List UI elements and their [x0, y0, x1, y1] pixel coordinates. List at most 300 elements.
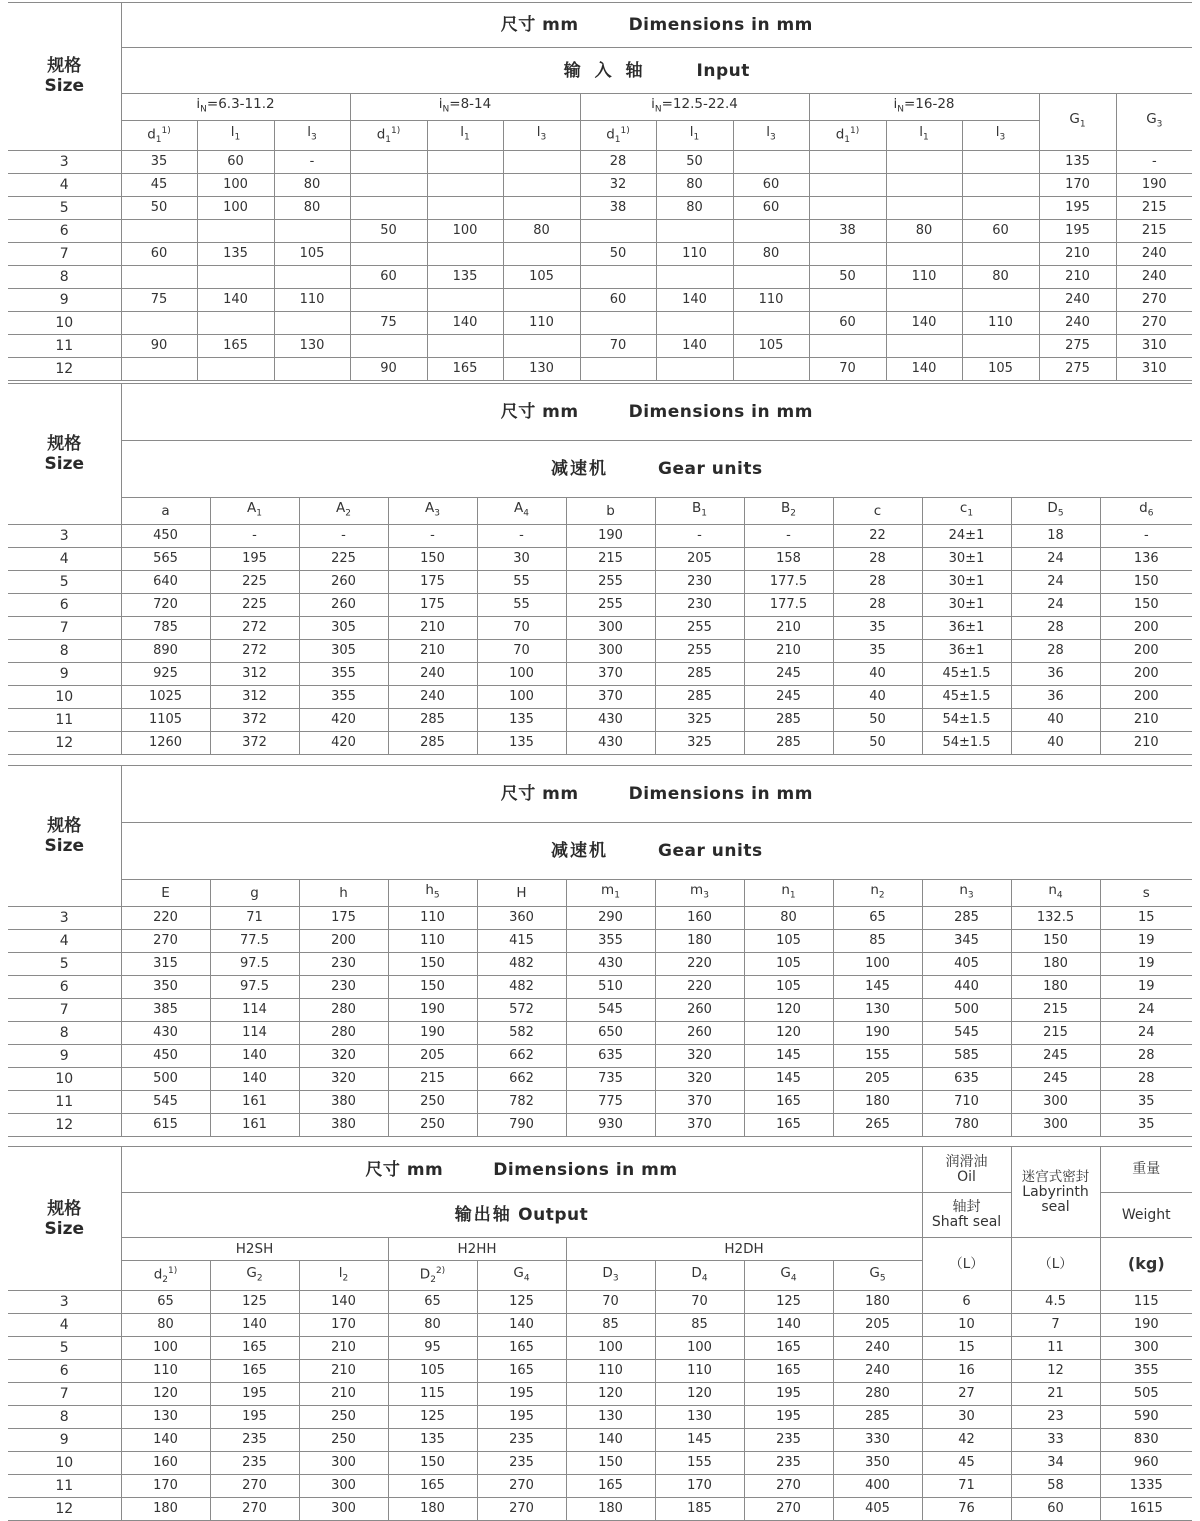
size-value: 6	[8, 593, 121, 616]
table-cell: 115	[1100, 1291, 1192, 1314]
table-cell: 30±1	[922, 570, 1011, 593]
table-cell: 240	[833, 1360, 922, 1383]
table-cell: 225	[299, 547, 388, 570]
table-cell: 225	[210, 570, 299, 593]
col-b: b	[566, 498, 655, 525]
group-h2hh: H2HH	[388, 1238, 566, 1261]
table-cell: 180	[655, 929, 744, 952]
table-cell: 140	[427, 311, 503, 334]
table-cell	[809, 196, 886, 219]
table-cell: 1260	[121, 731, 210, 754]
table-cell: 205	[833, 1314, 922, 1337]
table-cell	[427, 196, 503, 219]
table-cell	[197, 357, 274, 380]
table-cell	[809, 173, 886, 196]
table-cell: 305	[299, 616, 388, 639]
table-cell: 105	[274, 242, 350, 265]
oil-header: 润滑油 Oil	[922, 1147, 1011, 1193]
col-d1: $d_1^{1)}$	[809, 120, 886, 150]
table-cell: 50	[809, 265, 886, 288]
table-cell: 215	[1011, 1021, 1100, 1044]
table-row	[8, 150, 1192, 173]
table-cell: 28	[833, 570, 922, 593]
table-cell	[733, 219, 809, 242]
table-cell: 270	[744, 1498, 833, 1521]
table-cell: 285	[388, 708, 477, 731]
col-g4: $G_4$	[744, 1261, 833, 1291]
table-cell: 145	[744, 1044, 833, 1067]
table-cell: 80	[962, 265, 1039, 288]
table-cell: 120	[121, 1383, 210, 1406]
col-l1: $l_1$	[197, 120, 274, 150]
size-value: 12	[8, 357, 121, 380]
table-cell: 24	[1011, 547, 1100, 570]
table-cell: 45±1.5	[922, 685, 1011, 708]
table-cell	[121, 311, 197, 334]
table-cell	[427, 334, 503, 357]
table-cell: 235	[744, 1452, 833, 1475]
table-row	[8, 173, 1192, 196]
table-cell	[733, 311, 809, 334]
table-cell: 350	[121, 975, 210, 998]
size-header: 规格 Size	[8, 1147, 121, 1291]
table-cell: 38	[580, 196, 656, 219]
col-d1: $d_1^{1)}$	[121, 120, 197, 150]
table-cell: 130	[503, 357, 580, 380]
size-value: 5	[8, 570, 121, 593]
size-value: 9	[8, 662, 121, 685]
table-row	[8, 1291, 1192, 1314]
dimensions-title: 尺寸 mm Dimensions in mm	[121, 384, 1192, 441]
table-cell: 110	[962, 311, 1039, 334]
table-cell: 215	[1116, 219, 1192, 242]
table-cell: 830	[1100, 1429, 1192, 1452]
gear-units-table-1	[8, 383, 1192, 755]
table-cell: 195	[477, 1383, 566, 1406]
col-l3: $l_3$	[962, 120, 1039, 150]
table-cell	[197, 311, 274, 334]
table-cell: 77.5	[210, 929, 299, 952]
table-cell: 150	[388, 547, 477, 570]
table-cell: 200	[1100, 616, 1192, 639]
table-cell	[809, 334, 886, 357]
table-cell: 960	[1100, 1452, 1192, 1475]
unit-liters-oil: （L）	[922, 1238, 1011, 1291]
table-cell: 100	[477, 662, 566, 685]
table-cell: 180	[833, 1090, 922, 1113]
table-cell: 315	[121, 952, 210, 975]
table-row	[8, 1044, 1192, 1067]
table-cell: 36	[1011, 685, 1100, 708]
table-cell: 165	[210, 1337, 299, 1360]
table-cell	[274, 357, 350, 380]
table-cell: 150	[388, 1452, 477, 1475]
table-cell: 160	[121, 1452, 210, 1475]
col-m3: $m_3$	[655, 880, 744, 907]
table-cell: 775	[566, 1090, 655, 1113]
table-row	[8, 662, 1192, 685]
table-cell: 165	[197, 334, 274, 357]
table-cell: 145	[833, 975, 922, 998]
shaft-seal-header: 轴封 Shaft seal	[922, 1193, 1011, 1238]
table-cell: 150	[1100, 593, 1192, 616]
table-cell: 205	[388, 1044, 477, 1067]
table-cell: 615	[121, 1113, 210, 1136]
table-cell: 200	[1100, 662, 1192, 685]
table-cell: 285	[655, 685, 744, 708]
table-cell: 80	[744, 906, 833, 929]
table-cell: 165	[477, 1360, 566, 1383]
table-cell: 36±1	[922, 639, 1011, 662]
table-cell: 80	[274, 173, 350, 196]
table-cell: 70	[477, 639, 566, 662]
table-cell: 160	[655, 906, 744, 929]
table-cell: 23	[1011, 1406, 1100, 1429]
table-cell: 50	[121, 196, 197, 219]
table-cell: 165	[388, 1475, 477, 1498]
table-cell: -	[299, 524, 388, 547]
table-cell: 430	[121, 1021, 210, 1044]
table-cell: 80	[274, 196, 350, 219]
table-cell: 285	[655, 662, 744, 685]
table-cell: 270	[1116, 288, 1192, 311]
table-cell: 260	[299, 593, 388, 616]
table-cell: 155	[833, 1044, 922, 1067]
table-cell: 136	[1100, 547, 1192, 570]
table-cell: 19	[1100, 975, 1192, 998]
table-cell: 140	[299, 1291, 388, 1314]
table-cell: 100	[655, 1337, 744, 1360]
table-cell: 28	[1011, 616, 1100, 639]
table-cell	[427, 288, 503, 311]
size-value: 4	[8, 1314, 121, 1337]
table-cell: 210	[744, 639, 833, 662]
size-value: 5	[8, 196, 121, 219]
table-cell: 300	[299, 1498, 388, 1521]
table-cell	[503, 150, 580, 173]
table-cell: 22	[833, 524, 922, 547]
col-n2: $n_2$	[833, 880, 922, 907]
output-shaft-table	[8, 1146, 1192, 1521]
size-value: 11	[8, 1090, 121, 1113]
table-cell: 15	[922, 1337, 1011, 1360]
table-cell: 150	[1100, 570, 1192, 593]
table-cell: 105	[388, 1360, 477, 1383]
table-cell: 210	[744, 616, 833, 639]
table-cell: 165	[744, 1337, 833, 1360]
ratio-group-1: $i_N=6.3-11.2$	[121, 94, 350, 121]
table-cell: 140	[210, 1314, 299, 1337]
table-cell: 58	[1011, 1475, 1100, 1498]
table-cell: 270	[210, 1475, 299, 1498]
table-cell: 140	[886, 357, 962, 380]
table-cell: 275	[1039, 334, 1116, 357]
table-cell	[350, 242, 427, 265]
table-row	[8, 593, 1192, 616]
table-cell: 135	[197, 242, 274, 265]
table-cell: 710	[922, 1090, 1011, 1113]
table-cell: 500	[922, 998, 1011, 1021]
table-row	[8, 1452, 1192, 1475]
table-cell	[274, 265, 350, 288]
table-cell: 285	[922, 906, 1011, 929]
dimensions-title: 尺寸 mm Dimensions in mm	[121, 766, 1192, 823]
table-row	[8, 311, 1192, 334]
table-row	[8, 731, 1192, 754]
table-cell: 40	[1011, 731, 1100, 754]
table-cell	[427, 150, 503, 173]
table-cell: 170	[121, 1475, 210, 1498]
table-cell: 120	[566, 1383, 655, 1406]
table-cell: 245	[744, 662, 833, 685]
group-h2sh: H2SH	[121, 1238, 388, 1261]
table-cell: 255	[655, 639, 744, 662]
table-cell: 270	[210, 1498, 299, 1521]
table-cell: 140	[656, 334, 733, 357]
table-cell: 195	[210, 1406, 299, 1429]
table-cell: 290	[566, 906, 655, 929]
table-cell: 780	[922, 1113, 1011, 1136]
table-cell: 210	[299, 1360, 388, 1383]
col-s: s	[1100, 880, 1192, 907]
size-value: 5	[8, 952, 121, 975]
table-cell: 140	[566, 1429, 655, 1452]
table-cell: 158	[744, 547, 833, 570]
table-cell: 150	[1011, 929, 1100, 952]
table-cell: 34	[1011, 1452, 1100, 1475]
table-cell: 100	[477, 685, 566, 708]
col-big-d2: $D_2^{2)}$	[388, 1261, 477, 1291]
table-cell: 130	[121, 1406, 210, 1429]
table-cell: 105	[962, 357, 1039, 380]
table-row	[8, 975, 1192, 998]
col-d1: $d_1^{1)}$	[350, 120, 427, 150]
table-cell: 250	[299, 1406, 388, 1429]
col-h5: $h_5$	[388, 880, 477, 907]
table-cell: 270	[121, 929, 210, 952]
table-cell: 210	[1039, 242, 1116, 265]
table-cell: 200	[1100, 639, 1192, 662]
table-cell: 230	[655, 570, 744, 593]
table-cell	[503, 173, 580, 196]
table-cell: 36±1	[922, 616, 1011, 639]
table-cell: 325	[655, 731, 744, 754]
table-cell: 135	[427, 265, 503, 288]
table-cell: 500	[121, 1067, 210, 1090]
table-cell: 75	[350, 311, 427, 334]
table-cell: 285	[744, 731, 833, 754]
table-cell: 140	[744, 1314, 833, 1337]
table-cell: 6	[922, 1291, 1011, 1314]
table-cell: 60	[809, 311, 886, 334]
table-cell: 71	[210, 906, 299, 929]
table-cell	[121, 265, 197, 288]
table-cell: 28	[1011, 639, 1100, 662]
table-row	[8, 1360, 1192, 1383]
table-cell	[503, 196, 580, 219]
table-cell: 50	[833, 731, 922, 754]
size-value: 4	[8, 547, 121, 570]
size-value: 11	[8, 708, 121, 731]
table-cell: -	[388, 524, 477, 547]
table-cell: 75	[121, 288, 197, 311]
table-row	[8, 357, 1192, 380]
col-g: g	[210, 880, 299, 907]
table-cell: 270	[477, 1475, 566, 1498]
table-cell: 225	[210, 593, 299, 616]
table-cell: 355	[299, 662, 388, 685]
table-cell	[962, 150, 1039, 173]
table-row	[8, 906, 1192, 929]
table-cell	[733, 265, 809, 288]
table-cell: 240	[1116, 265, 1192, 288]
table-cell: 165	[210, 1360, 299, 1383]
table-cell: 21	[1011, 1383, 1100, 1406]
col-g1: $G_1$	[1039, 94, 1116, 151]
col-big-h: H	[477, 880, 566, 907]
table-cell: 230	[655, 593, 744, 616]
table-cell: 590	[1100, 1406, 1192, 1429]
table-cell: 272	[210, 616, 299, 639]
table-cell: 565	[121, 547, 210, 570]
table-cell: 105	[744, 952, 833, 975]
table-row	[8, 1113, 1192, 1136]
table-cell	[427, 242, 503, 265]
table-row	[8, 265, 1192, 288]
table-cell: 140	[121, 1429, 210, 1452]
table-cell: 145	[655, 1429, 744, 1452]
table-cell	[121, 357, 197, 380]
table-cell	[886, 242, 962, 265]
table-cell: 12	[1011, 1360, 1100, 1383]
table-cell: 250	[299, 1429, 388, 1452]
table-cell: 50	[350, 219, 427, 242]
table-row	[8, 1314, 1192, 1337]
table-cell: 355	[566, 929, 655, 952]
table-cell: -	[477, 524, 566, 547]
table-cell	[886, 288, 962, 311]
table-row	[8, 998, 1192, 1021]
table-cell: 36	[1011, 662, 1100, 685]
table-cell: 110	[733, 288, 809, 311]
table-row	[8, 196, 1192, 219]
table-cell: 110	[388, 929, 477, 952]
col-d3: $D_3$	[566, 1261, 655, 1291]
col-b2: $B_2$	[744, 498, 833, 525]
size-value: 7	[8, 242, 121, 265]
section-title-output: 输出轴 Output	[121, 1193, 922, 1238]
table-cell	[962, 173, 1039, 196]
table-cell: 300	[299, 1452, 388, 1475]
size-value: 8	[8, 1021, 121, 1044]
table-cell: 255	[566, 570, 655, 593]
table-cell: 240	[388, 662, 477, 685]
table-cell	[656, 265, 733, 288]
table-cell: 120	[744, 1021, 833, 1044]
table-cell: 420	[299, 708, 388, 731]
table-cell: 165	[566, 1475, 655, 1498]
table-cell: 245	[744, 685, 833, 708]
table-cell: 145	[744, 1067, 833, 1090]
table-cell	[733, 150, 809, 173]
table-cell	[656, 357, 733, 380]
table-cell: 180	[566, 1498, 655, 1521]
col-g5: $G_5$	[833, 1261, 922, 1291]
table-cell: 150	[388, 952, 477, 975]
table-cell: 215	[388, 1067, 477, 1090]
table-cell: 195	[744, 1383, 833, 1406]
table-cell: 380	[299, 1113, 388, 1136]
table-cell: 305	[299, 639, 388, 662]
table-cell: 114	[210, 998, 299, 1021]
size-value: 9	[8, 1044, 121, 1067]
table-cell	[580, 265, 656, 288]
table-cell: 177.5	[744, 593, 833, 616]
size-header: 规格 Size	[8, 384, 121, 525]
table-row	[8, 929, 1192, 952]
ratio-group-3: $i_N=12.5-22.4$	[580, 94, 809, 121]
table-cell: 270	[744, 1475, 833, 1498]
table-cell: 125	[744, 1291, 833, 1314]
table-cell: 300	[299, 1475, 388, 1498]
table-cell: 240	[1116, 242, 1192, 265]
table-cell: 161	[210, 1113, 299, 1136]
table-row	[8, 1337, 1192, 1360]
table-cell: 80	[121, 1314, 210, 1337]
col-d6: $d_6$	[1100, 498, 1192, 525]
col-a2: $A_2$	[299, 498, 388, 525]
table-cell: 385	[121, 998, 210, 1021]
col-h: h	[299, 880, 388, 907]
table-cell: 245	[1011, 1044, 1100, 1067]
table-cell: 372	[210, 731, 299, 754]
table-row	[8, 1383, 1192, 1406]
table-cell: 320	[655, 1044, 744, 1067]
table-cell: 170	[1039, 173, 1116, 196]
table-cell: 545	[566, 998, 655, 1021]
table-cell: 300	[1011, 1113, 1100, 1136]
table-row	[8, 616, 1192, 639]
gear-units-table-2	[8, 765, 1192, 1137]
table-cell: 130	[566, 1406, 655, 1429]
table-cell: 380	[299, 1090, 388, 1113]
table-row	[8, 524, 1192, 547]
table-cell: 135	[477, 731, 566, 754]
table-cell: 45±1.5	[922, 662, 1011, 685]
table-cell: 215	[1011, 998, 1100, 1021]
table-cell: 110	[121, 1360, 210, 1383]
table-cell	[503, 288, 580, 311]
table-cell: 205	[655, 547, 744, 570]
table-cell: 165	[477, 1337, 566, 1360]
table-cell: 220	[121, 906, 210, 929]
table-cell: 572	[477, 998, 566, 1021]
table-cell: 210	[299, 1383, 388, 1406]
table-cell: 300	[1100, 1337, 1192, 1360]
size-value: 8	[8, 265, 121, 288]
table-cell: 285	[833, 1406, 922, 1429]
col-a3: $A_3$	[388, 498, 477, 525]
col-l1: $l_1$	[886, 120, 962, 150]
table-cell: 115	[388, 1383, 477, 1406]
table-cell: 280	[833, 1383, 922, 1406]
table-cell	[809, 150, 886, 173]
table-cell: 175	[388, 593, 477, 616]
table-cell: 200	[1100, 685, 1192, 708]
table-cell: 15	[1100, 906, 1192, 929]
table-cell: 260	[655, 1021, 744, 1044]
table-cell: 80	[656, 196, 733, 219]
